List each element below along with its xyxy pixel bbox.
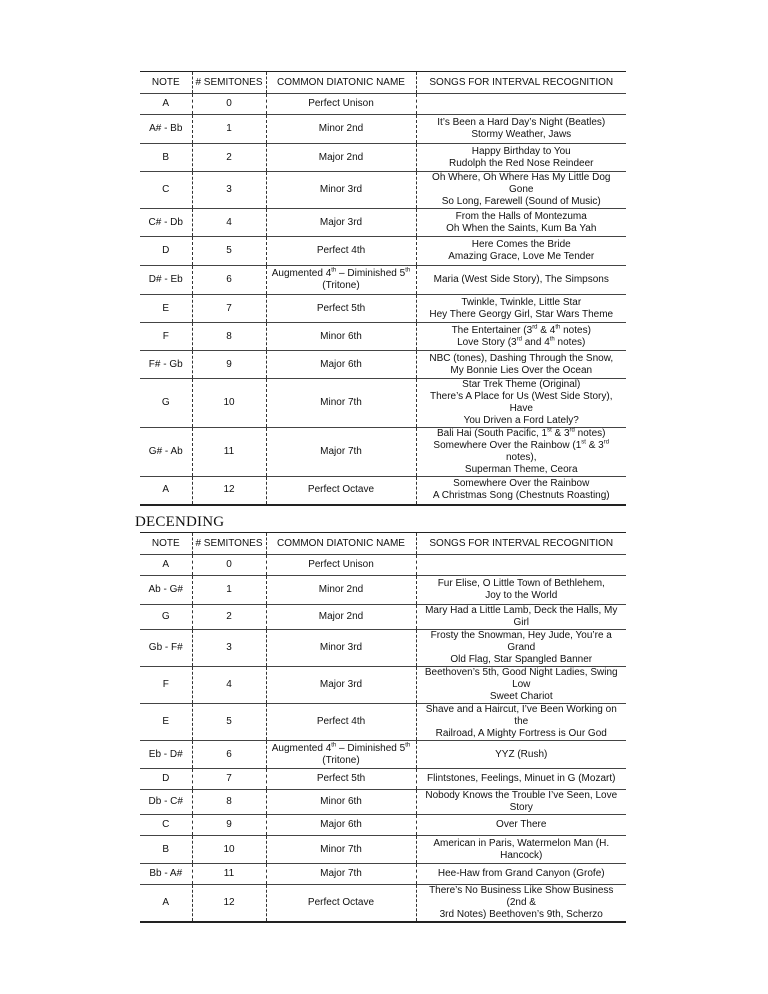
interval-name-cell: Minor 6th — [266, 790, 416, 815]
songs-cell: Mary Had a Little Lamb, Deck the Halls, My Girl — [416, 605, 626, 630]
col-header-name: COMMON DIATONIC NAME — [266, 533, 416, 555]
col-header-note: NOTE — [140, 533, 192, 555]
col-header-songs: SONGS FOR INTERVAL RECOGNITION — [416, 533, 626, 555]
semitones-cell: 8 — [192, 323, 266, 351]
songs-cell: Here Comes the Bride Amazing Grace, Love Me Tender — [416, 237, 626, 266]
table-row — [140, 769, 626, 790]
note-cell: Bb - A# — [140, 864, 192, 885]
semitones-cell: 4 — [192, 667, 266, 704]
table-row — [140, 477, 626, 505]
table-row — [140, 351, 626, 379]
songs-cell — [416, 94, 626, 115]
interval-name-cell: Major 2nd — [266, 144, 416, 172]
semitones-cell: 4 — [192, 209, 266, 237]
note-cell: D — [140, 237, 192, 266]
songs-cell: YYZ (Rush) — [416, 741, 626, 769]
descending-table-body — [140, 555, 626, 923]
songs-cell: Fur Elise, O Little Town of Bethlehem, Joy to the World — [416, 576, 626, 605]
semitones-cell: 11 — [192, 428, 266, 477]
note-cell: B — [140, 144, 192, 172]
semitones-cell: 10 — [192, 836, 266, 864]
semitones-cell: 12 — [192, 885, 266, 923]
note-cell: D — [140, 769, 192, 790]
interval-name-cell: Perfect 5th — [266, 295, 416, 323]
semitones-cell: 1 — [192, 576, 266, 605]
col-header-semitones: # SEMITONES — [192, 533, 266, 555]
semitones-cell: 6 — [192, 741, 266, 769]
table-row — [140, 323, 626, 351]
note-cell: C# - Db — [140, 209, 192, 237]
songs-cell: Maria (West Side Story), The Simpsons — [416, 266, 626, 295]
table-row — [140, 172, 626, 209]
table-row — [140, 630, 626, 667]
table-row — [140, 295, 626, 323]
col-header-semitones: # SEMITONES — [192, 72, 266, 94]
col-header-note: NOTE — [140, 72, 192, 94]
songs-cell: Somewhere Over the Rainbow A Christmas Song (Chestnuts Roasting) — [416, 477, 626, 505]
semitones-cell: 12 — [192, 477, 266, 505]
semitones-cell: 3 — [192, 630, 266, 667]
table-row — [140, 836, 626, 864]
table-row — [140, 209, 626, 237]
note-cell: G — [140, 379, 192, 428]
table-row — [140, 864, 626, 885]
ascending-interval-table — [140, 71, 626, 506]
songs-cell: Nobody Knows the Trouble I’ve Seen, Love Story — [416, 790, 626, 815]
songs-cell: American in Paris, Watermelon Man (H. Hancock) — [416, 836, 626, 864]
songs-cell: Happy Birthday to You Rudolph the Red Nose Reindeer — [416, 144, 626, 172]
songs-cell: Shave and a Haircut, I’ve Been Working on the Railroad, A Mighty Fortress is Our God — [416, 704, 626, 741]
note-cell: A — [140, 885, 192, 923]
table-row — [140, 576, 626, 605]
note-cell: Eb - D# — [140, 741, 192, 769]
interval-name-cell: Major 2nd — [266, 605, 416, 630]
table-row — [140, 815, 626, 836]
note-cell: E — [140, 295, 192, 323]
table-row — [140, 667, 626, 704]
table-row — [140, 885, 626, 923]
songs-cell: Bali Hai (South Pacific, 1st & 3rd notes) Somewhere Over the Rainbow (1st & 3rd notes), Superman Theme, Ceora — [416, 428, 626, 477]
note-cell: A — [140, 555, 192, 576]
note-cell: E — [140, 704, 192, 741]
songs-cell: Over There — [416, 815, 626, 836]
interval-name-cell: Augmented 4th – Diminished 5th (Tritone) — [266, 266, 416, 295]
note-cell: C — [140, 172, 192, 209]
interval-name-cell: Major 6th — [266, 351, 416, 379]
table-row — [140, 115, 626, 144]
semitones-cell: 10 — [192, 379, 266, 428]
ascending-table-body — [140, 94, 626, 505]
table-row — [140, 790, 626, 815]
songs-cell: There’s No Business Like Show Business (2nd & 3rd Notes) Beethoven’s 9th, Scherzo — [416, 885, 626, 923]
interval-name-cell: Perfect 4th — [266, 237, 416, 266]
interval-name-cell: Major 7th — [266, 428, 416, 477]
table-row — [140, 555, 626, 576]
interval-name-cell: Minor 7th — [266, 379, 416, 428]
note-cell: F — [140, 323, 192, 351]
songs-cell: From the Halls of Montezuma Oh When the Saints, Kum Ba Yah — [416, 209, 626, 237]
semitones-cell: 3 — [192, 172, 266, 209]
songs-cell: Beethoven’s 5th, Good Night Ladies, Swing Low Sweet Chariot — [416, 667, 626, 704]
interval-name-cell: Perfect Octave — [266, 885, 416, 923]
interval-name-cell: Perfect Octave — [266, 477, 416, 505]
semitones-cell: 7 — [192, 769, 266, 790]
descending-interval-table — [140, 532, 626, 923]
interval-name-cell: Perfect 4th — [266, 704, 416, 741]
note-cell: F# - Gb — [140, 351, 192, 379]
interval-name-cell: Minor 2nd — [266, 576, 416, 605]
semitones-cell: 8 — [192, 790, 266, 815]
interval-name-cell: Perfect Unison — [266, 94, 416, 115]
semitones-cell: 1 — [192, 115, 266, 144]
songs-cell: Oh Where, Oh Where Has My Little Dog Gone So Long, Farewell (Sound of Music) — [416, 172, 626, 209]
interval-name-cell: Perfect Unison — [266, 555, 416, 576]
songs-cell: Twinkle, Twinkle, Little Star Hey There Georgy Girl, Star Wars Theme — [416, 295, 626, 323]
interval-name-cell: Major 6th — [266, 815, 416, 836]
interval-name-cell: Minor 7th — [266, 836, 416, 864]
semitones-cell: 5 — [192, 237, 266, 266]
semitones-cell: 0 — [192, 555, 266, 576]
note-cell: D# - Eb — [140, 266, 192, 295]
songs-cell: Frosty the Snowman, Hey Jude, You’re a Grand Old Flag, Star Spangled Banner — [416, 630, 626, 667]
descending-heading: DECENDING — [135, 514, 225, 530]
songs-cell: NBC (tones), Dashing Through the Snow, My Bonnie Lies Over the Ocean — [416, 351, 626, 379]
songs-cell: The Entertainer (3rd & 4th notes) Love Story (3rd and 4th notes) — [416, 323, 626, 351]
note-cell: Ab - G# — [140, 576, 192, 605]
col-header-name: COMMON DIATONIC NAME — [266, 72, 416, 94]
semitones-cell: 5 — [192, 704, 266, 741]
songs-cell: Hee-Haw from Grand Canyon (Grofe) — [416, 864, 626, 885]
note-cell: B — [140, 836, 192, 864]
semitones-cell: 2 — [192, 605, 266, 630]
note-cell: G# - Ab — [140, 428, 192, 477]
table-row — [140, 237, 626, 266]
table-row — [140, 144, 626, 172]
interval-name-cell: Minor 3rd — [266, 630, 416, 667]
semitones-cell: 11 — [192, 864, 266, 885]
semitones-cell: 7 — [192, 295, 266, 323]
table-row — [140, 741, 626, 769]
note-cell: Db - C# — [140, 790, 192, 815]
semitones-cell: 6 — [192, 266, 266, 295]
songs-cell — [416, 555, 626, 576]
note-cell: F — [140, 667, 192, 704]
interval-name-cell: Major 3rd — [266, 209, 416, 237]
table-row — [140, 605, 626, 630]
semitones-cell: 9 — [192, 351, 266, 379]
note-cell: Gb - F# — [140, 630, 192, 667]
interval-name-cell: Augmented 4th – Diminished 5th (Tritone) — [266, 741, 416, 769]
interval-name-cell: Major 7th — [266, 864, 416, 885]
interval-name-cell: Minor 3rd — [266, 172, 416, 209]
interval-name-cell: Major 3rd — [266, 667, 416, 704]
songs-cell: Star Trek Theme (Original) There’s A Place for Us (West Side Story), Have You Driven a Ford Lately? — [416, 379, 626, 428]
songs-cell: It’s Been a Hard Day’s Night (Beatles) Stormy Weather, Jaws — [416, 115, 626, 144]
table-header-row — [140, 533, 626, 555]
table-row — [140, 704, 626, 741]
interval-name-cell: Minor 2nd — [266, 115, 416, 144]
note-cell: A — [140, 94, 192, 115]
interval-name-cell: Perfect 5th — [266, 769, 416, 790]
interval-name-cell: Minor 6th — [266, 323, 416, 351]
col-header-songs: SONGS FOR INTERVAL RECOGNITION — [416, 72, 626, 94]
note-cell: G — [140, 605, 192, 630]
note-cell: A — [140, 477, 192, 505]
table-row — [140, 94, 626, 115]
note-cell: C — [140, 815, 192, 836]
semitones-cell: 2 — [192, 144, 266, 172]
table-row — [140, 428, 626, 477]
note-cell: A# - Bb — [140, 115, 192, 144]
semitones-cell: 0 — [192, 94, 266, 115]
songs-cell: Flintstones, Feelings, Minuet in G (Mozart) — [416, 769, 626, 790]
table-row — [140, 379, 626, 428]
table-row — [140, 266, 626, 295]
semitones-cell: 9 — [192, 815, 266, 836]
table-header-row — [140, 72, 626, 94]
